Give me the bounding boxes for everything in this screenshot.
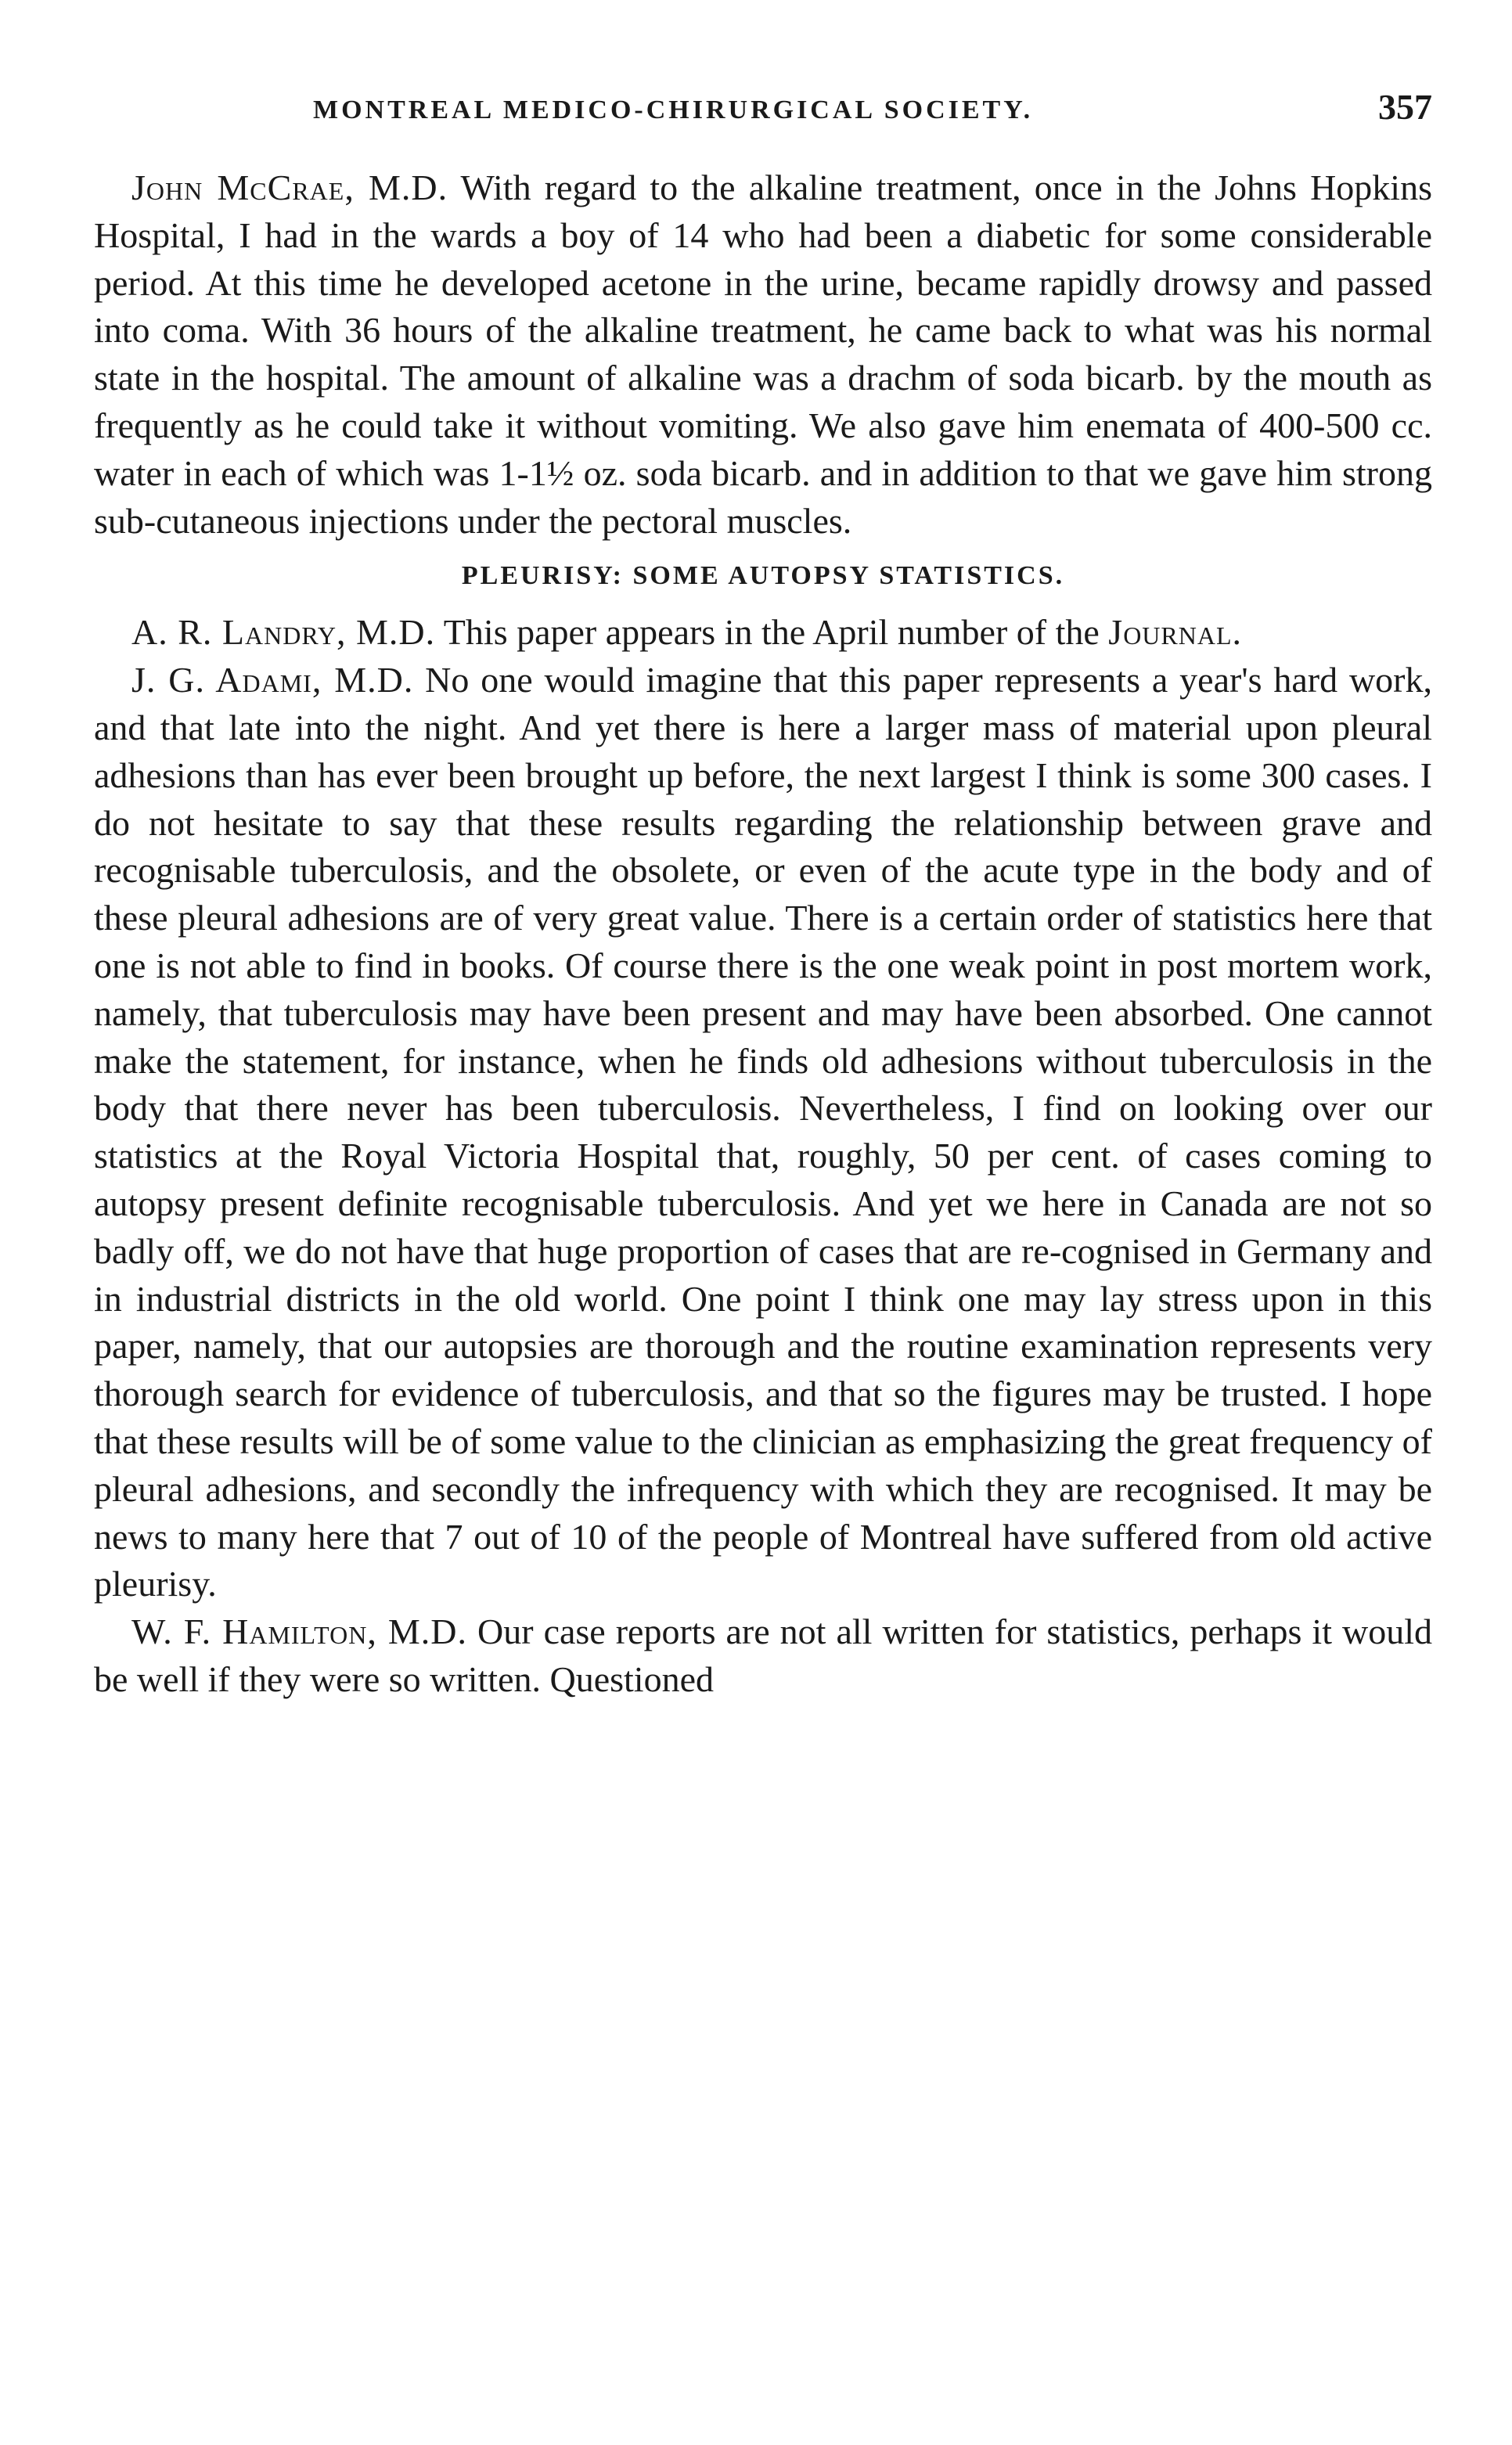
document-page bbox=[94, 86, 1432, 1704]
section-heading: PLEURISY: SOME AUTOPSY STATISTICS. bbox=[461, 561, 1065, 591]
paragraph-adami-text: No one would imagine that this paper represents a year's hard work, and that late into the night. And yet there is here a larger mass of material upon pleural adhesions than has ever been brought up before, the next largest I think is some 300 cases. I do not hesitate to say that these results regarding the relationship between grave and recognisable tuberculosis, and the obsolete, or even of the acute type in the body and of these pleural adhesions are of very great value. There is a certain order of statistics here that one is not able to find in books. Of course there is the one weak point in post mortem work, namely, that tuberculosis may have been present and may have been absorbed. One cannot make the statement, for instance, when he finds old adhesions without tuberculosis in the body that there never has been tuberculosis. Nevertheless, I find on looking over our statistics at the Royal Victoria Hospital that, roughly, 50 per cent. of cases coming to autopsy present definite recognisable tuberculosis. And yet we here in Canada are not so badly off, we do not have that huge proportion of cases that are re-cognised in Germany and in industrial districts in the old world. One point I think one may lay stress upon in this paper, namely, that our autopsies are thorough and the routine examination represents very thorough search for evidence of tuberculosis, and that so the figures may be trusted. I hope that these results will be of some value to the clinician as emphasizing the great frequency of pleural adhesions, and secondly the infrequency with which they are recognised. It may be news to many here that 7 out of 10 of the people of Montreal have suffered from old active pleurisy. bbox=[94, 660, 1432, 1604]
speaker-landry: A. R. Landry, M.D. bbox=[131, 612, 436, 653]
speaker-adami: J. G. Adami, M.D. bbox=[131, 660, 414, 700]
page-number: 357 bbox=[1378, 87, 1432, 127]
running-head bbox=[94, 86, 1432, 141]
speaker-hamilton: W. F. Hamilton, M.D. bbox=[131, 1611, 467, 1652]
paragraph-landry bbox=[94, 609, 1432, 657]
speaker-mccrae: John McCrae, M.D. bbox=[131, 167, 448, 207]
paragraph-mccrae-text: With regard to the alkaline treatment, once in the Johns Hopkins Hospital, I had in the wards a boy of 14 who had been a diabetic for some considerable period. At this time he developed acetone in the urine, became rapidly drowsy and passed into coma. With 36 hours of the alkaline treatment, he came back to what was his normal state in the hospital. The amount of alkaline was a drachm of soda bicarb. by the mouth as frequently as he could take it without vomiting. We also gave him enemata of 400-500 cc. water in each of which was 1-1½ oz. soda bicarb. and in addition to that we gave him strong sub-cutaneous injections under the pectoral muscles. bbox=[94, 167, 1432, 541]
running-title: MONTREAL MEDICO-CHIRURGICAL SOCIETY. bbox=[313, 95, 1034, 124]
paragraph-hamilton bbox=[94, 1608, 1432, 1704]
journal-name: Journal. bbox=[1108, 612, 1243, 653]
paragraph-mccrae bbox=[94, 164, 1432, 545]
paragraph-adami bbox=[94, 657, 1432, 1608]
paragraph-landry-text: This paper appears in the April number of the bbox=[435, 612, 1109, 653]
paragraph-hamilton-text: Our case reports are not all written for statistics, perhaps it would be well if they were so written. Questioned bbox=[94, 1611, 1432, 1699]
